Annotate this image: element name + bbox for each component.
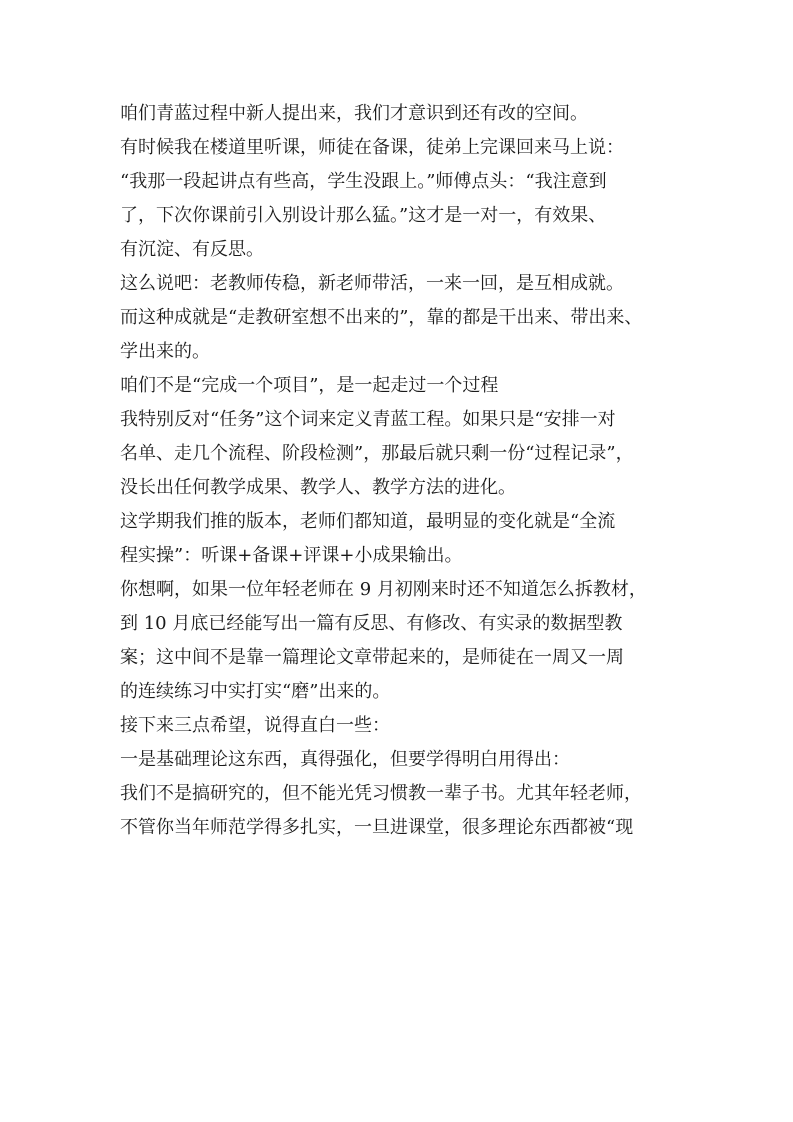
paragraph-line: 不管你当年师范学得多扎实，一旦进课堂，很多理论东西都被“现 <box>120 817 634 838</box>
paragraph-line: 有沉淀、有反思。 <box>120 239 264 260</box>
paragraph-line: 了，下次你课前引入别设计那么猛。”这才是一对一，有效果、 <box>120 205 607 226</box>
paragraph-line: 一是基础理论这东西，真得强化，但要学得明白用得出： <box>120 749 570 770</box>
paragraph-line: 这学期我们推的版本，老师们都知道，最明显的变化就是“全流 <box>120 511 616 532</box>
paragraph-line: 程实操”：听课+备课+评课+小成果输出。 <box>120 545 463 566</box>
paragraph-line: 有时候我在楼道里听课，师徒在备课，徒弟上完课回来马上说： <box>120 137 624 158</box>
paragraph-line: 名单、走几个流程、阶段检测”，那最后就只剩一份“过程记录”， <box>120 443 634 464</box>
document-body <box>120 97 680 845</box>
paragraph-line: 而这种成就是“走教研室想不出来的”，靠的都是干出来、带出来、 <box>120 307 643 328</box>
paragraph-line: 案；这中间不是靠一篇理论文章带起来的，是师徒在一周又一周 <box>120 647 624 668</box>
paragraph-line: 我特别反对“任务”这个词来定义青蓝工程。如果只是“安排一对 <box>120 409 616 430</box>
paragraph-line: “我那一段起讲点有些高，学生没跟上。”师傅点头：“我注意到 <box>120 171 607 192</box>
paragraph-line: 你想啊，如果一位年轻老师在 9 月初刚来时还不知道怎么拆教材， <box>120 579 647 600</box>
paragraph-line: 的连续练习中实打实“磨”出来的。 <box>120 681 391 702</box>
paragraph-line: 没长出任何教学成果、教学人、教学方法的进化。 <box>120 477 516 498</box>
paragraph-line: 学出来的。 <box>120 341 210 362</box>
section-heading: 咱们不是“完成一个项目”，是一起走过一个过程 <box>120 375 499 396</box>
paragraph-line: 我们不是搞研究的，但不能光凭习惯教一辈子书。尤其年轻老师， <box>120 783 642 804</box>
paragraph-line: 这么说吧：老教师传稳，新老师带活，一来一回，是互相成就。 <box>120 273 624 294</box>
paragraph-line: 到 10 月底已经能写出一篇有反思、有修改、有实录的数据型教 <box>120 613 623 634</box>
paragraph-line: 接下来三点希望，说得直白一些： <box>120 715 390 736</box>
paragraph-line: 咱们青蓝过程中新人提出来，我们才意识到还有改的空间。 <box>120 103 588 124</box>
